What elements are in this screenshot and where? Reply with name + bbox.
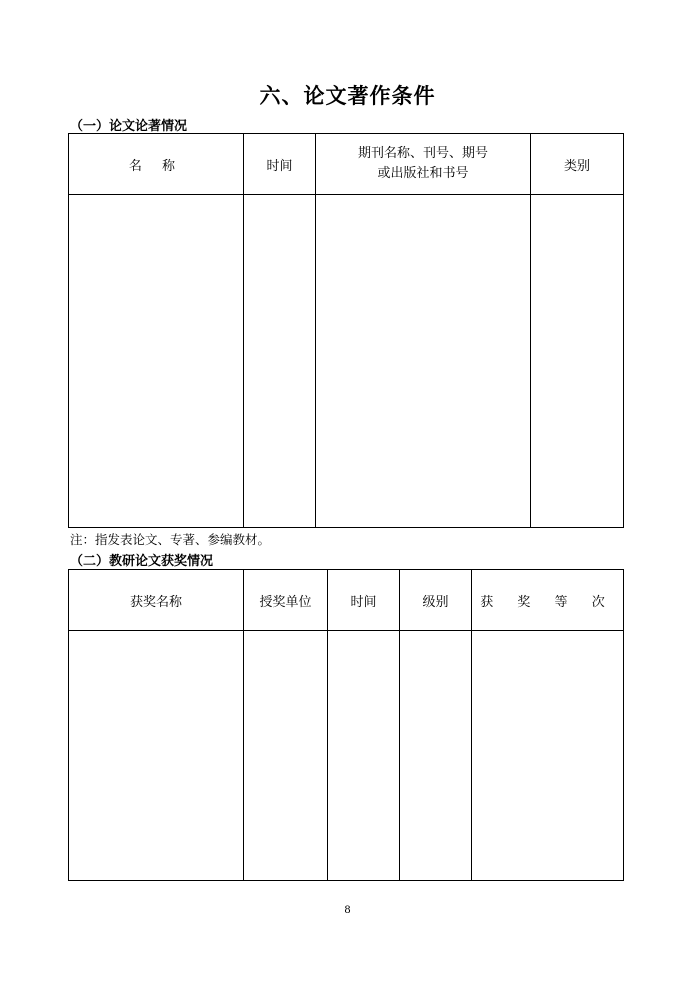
column-header-rank <box>472 570 624 631</box>
cell-rank[interactable] <box>472 631 624 881</box>
column-header-level: 级别 <box>400 570 472 631</box>
column-header-journal-line2: 或出版社和书号 <box>377 166 469 181</box>
column-header-time: 时间 <box>244 134 316 195</box>
column-header-award-unit: 授奖单位 <box>244 570 328 631</box>
column-header-name <box>69 134 244 195</box>
section-heading-papers: （一）论文论著情况 <box>70 119 188 134</box>
section-heading-awards: （二）教研论文获奖情况 <box>70 554 214 569</box>
table-row <box>69 631 624 881</box>
page-number: 8 <box>344 902 351 916</box>
column-header-category: 类别 <box>531 134 624 195</box>
cell-award-unit[interactable] <box>244 631 328 881</box>
table-header-row <box>69 570 624 631</box>
page-title: 六、论文著作条件 <box>259 84 436 108</box>
column-header-journal <box>316 134 531 195</box>
cell-category[interactable] <box>531 195 624 528</box>
table-row <box>69 195 624 528</box>
column-header-rank-label: 获 奖 等 次 <box>480 594 615 610</box>
column-header-journal-line1: 期刊名称、刊号、期号 <box>357 146 488 161</box>
cell-level[interactable] <box>400 631 472 881</box>
cell-award-name[interactable] <box>69 631 244 881</box>
table-note: 注：指发表论文、专著、参编教材。 <box>70 532 271 547</box>
column-header-time: 时间 <box>328 570 400 631</box>
papers-table <box>68 133 624 528</box>
column-header-name-label: 名 称 <box>128 158 184 174</box>
cell-journal[interactable] <box>316 195 531 528</box>
cell-name[interactable] <box>69 195 244 528</box>
cell-time[interactable] <box>244 195 316 528</box>
table-header-row <box>69 134 624 195</box>
cell-time[interactable] <box>328 631 400 881</box>
column-header-award-name: 获奖名称 <box>69 570 244 631</box>
awards-table <box>68 569 624 881</box>
